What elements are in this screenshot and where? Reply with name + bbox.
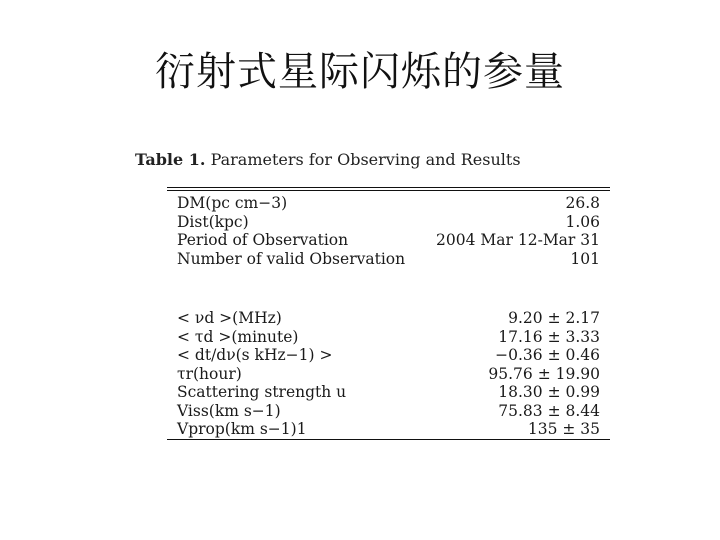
table-row xyxy=(167,231,610,250)
row-value: 26.8 xyxy=(565,194,600,212)
table-row xyxy=(167,402,610,421)
table-row xyxy=(167,365,610,384)
row-label: Number of valid Observation xyxy=(177,249,406,268)
table-caption-text: Parameters for Observing and Results xyxy=(210,150,521,169)
row-value: 17.16 ± 3.33 xyxy=(498,327,600,346)
table-row xyxy=(167,383,610,402)
row-label: < dt/dν(s kHz−1) > xyxy=(177,346,333,364)
row-value: 1.06 xyxy=(565,212,600,231)
row-label: τr(hour) xyxy=(177,364,242,383)
row-label: Vprop(km s−1)1 xyxy=(177,420,307,438)
slide-title: 衍射式星际闪烁的参量 xyxy=(155,49,565,95)
row-label: Viss(km s−1) xyxy=(177,401,281,420)
table-row xyxy=(167,194,610,213)
row-value: 135 ± 35 xyxy=(527,420,600,438)
row-value: 2004 Mar 12-Mar 31 xyxy=(436,231,600,249)
table-caption xyxy=(135,150,521,169)
row-value: 95.76 ± 19.90 xyxy=(488,364,600,383)
parameters-table xyxy=(167,187,610,440)
table-row xyxy=(167,328,610,347)
row-value: −0.36 ± 0.46 xyxy=(495,346,600,364)
row-label: Period of Observation xyxy=(177,231,349,249)
table-caption-label: Table 1. xyxy=(135,150,206,169)
row-label: Dist(kpc) xyxy=(177,212,249,231)
row-value: 18.30 ± 0.99 xyxy=(498,383,600,401)
table-row xyxy=(167,250,610,269)
table-row xyxy=(167,213,610,232)
table-row xyxy=(167,346,610,365)
row-group-spacer xyxy=(167,268,610,309)
row-label: < τd >(minute) xyxy=(177,327,299,346)
row-value: 75.83 ± 8.44 xyxy=(498,401,600,420)
row-label: < νd >(MHz) xyxy=(177,309,282,327)
row-value: 101 xyxy=(570,249,600,268)
table-row xyxy=(167,309,610,328)
table-row xyxy=(167,420,610,439)
row-label: Scattering strength u xyxy=(177,383,347,401)
row-value: 9.20 ± 2.17 xyxy=(508,309,600,327)
row-label: DM(pc cm−3) xyxy=(177,194,288,212)
